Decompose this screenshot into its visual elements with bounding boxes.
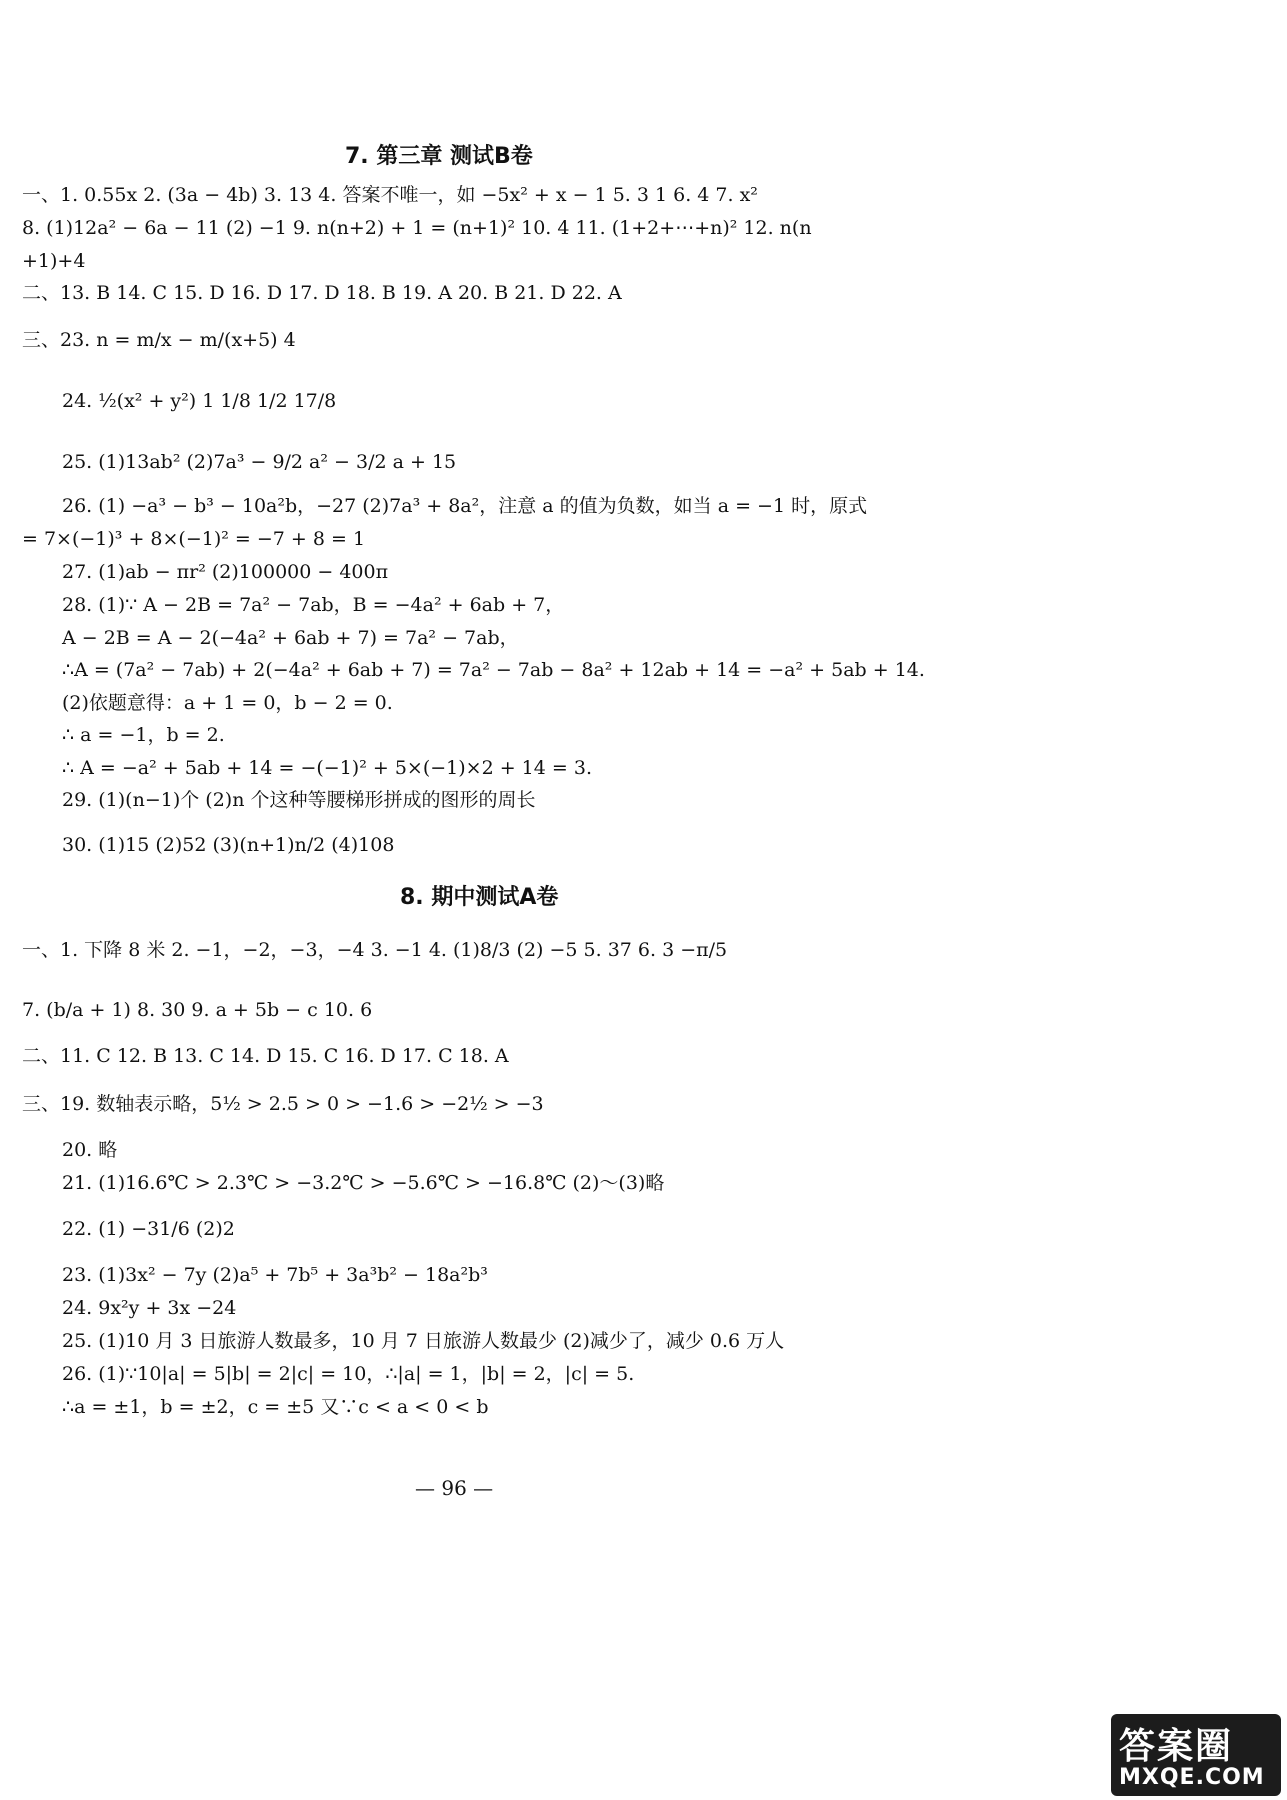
answer-line: 一、1. 0.55x 2. (3a − 4b) 3. 13 4. 答案不唯一，如 −5x² + x − 1 5. 3 1 6. 4 7. x² (22, 184, 758, 206)
answer-line: A − 2B = A − 2(−4a² + 6ab + 7) = 7a² − 7ab， (62, 627, 519, 649)
answer-line: 7. (b/a + 1) 8. 30 9. a + 5b − c 10. 6 (22, 999, 373, 1021)
answer-line: ∴ A = −a² + 5ab + 14 = −(−1)² + 5×(−1)×2 + 14 = 3. (62, 757, 592, 779)
answer-line: 21. (1)16.6℃ > 2.3℃ > −3.2℃ > −5.6℃ > −16.8℃ (2)～(3)略 (62, 1172, 665, 1194)
answer-line: 26. (1) −a³ − b³ − 10a²b，−27 (2)7a³ + 8a²，注意 a 的值为负数，如当 a = −1 时，原式 (62, 495, 868, 517)
answer-line: 24. 9x²y + 3x −24 (62, 1297, 237, 1319)
answer-line: 27. (1)ab − πr² (2)100000 − 400π (62, 561, 389, 583)
section8-title: 8. 期中测试A卷 (400, 885, 559, 910)
answer-line: (2)依题意得：a + 1 = 0，b − 2 = 0. (62, 692, 393, 714)
answer-line: 二、11. C 12. B 13. C 14. D 15. C 16. D 17. C 18. A (22, 1045, 509, 1067)
answer-line: 三、23. n = m/x − m/(x+5) 4 (22, 329, 296, 351)
answer-line: ∴ a = −1，b = 2. (62, 724, 225, 746)
answer-line: 一、1. 下降 8 米 2. −1，−2，−3，−4 3. −1 4. (1)8/3 (2) −5 5. 37 6. 3 −π/5 (22, 939, 728, 961)
section7-title: 7. 第三章 测试B卷 (345, 144, 533, 169)
answer-line: 25. (1)13ab² (2)7a³ − 9/2 a² − 3/2 a + 15 (62, 451, 457, 473)
answer-line: 29. (1)(n−1)个 (2)n 个这种等腰梯形拼成的图形的周长 (62, 789, 536, 811)
answer-line: +1)+4 (22, 250, 86, 272)
watermark-url: MXQE.COM (1119, 1765, 1265, 1790)
answer-line: ∴a = ±1，b = ±2，c = ±5 又∵c < a < 0 < b (62, 1396, 489, 1418)
page-number: — 96 — (415, 1476, 494, 1500)
answer-line: ∴A = (7a² − 7ab) + 2(−4a² + 6ab + 7) = 7a² − 7ab − 8a² + 12ab + 14 = −a² + 5ab + 14. (62, 659, 925, 681)
answer-line: 23. (1)3x² − 7y (2)a⁵ + 7b⁵ + 3a³b² − 18a²b³ (62, 1264, 488, 1286)
answer-line: 25. (1)10 月 3 日旅游人数最多，10 月 7 日旅游人数最少 (2)减少了，减少 0.6 万人 (62, 1330, 785, 1352)
answer-line: 二、13. B 14. C 15. D 16. D 17. D 18. B 19. A 20. B 21. D 22. A (22, 282, 622, 304)
answer-line: 20. 略 (62, 1139, 118, 1161)
answer-line: 24. ½(x² + y²) 1 1/8 1/2 17/8 (62, 390, 337, 412)
answer-line: 28. (1)∵ A − 2B = 7a² − 7ab，B = −4a² + 6ab + 7， (62, 594, 565, 616)
watermark-text: 答案圈 (1119, 1726, 1234, 1767)
answer-line: 30. (1)15 (2)52 (3)(n+1)n/2 (4)108 (62, 834, 395, 856)
answer-line: 26. (1)∵10|a| = 5|b| = 2|c| = 10，∴|a| = 1，|b| = 2，|c| = 5. (62, 1363, 635, 1385)
answer-line: = 7×(−1)³ + 8×(−1)² = −7 + 8 = 1 (22, 528, 366, 550)
watermark-logo (1111, 1714, 1281, 1796)
answer-line: 三、19. 数轴表示略，5½ > 2.5 > 0 > −1.6 > −2½ > −3 (22, 1093, 544, 1115)
answer-line: 8. (1)12a² − 6a − 11 (2) −1 9. n(n+2) + 1 = (n+1)² 10. 4 11. (1+2+⋯+n)² 12. n(n (22, 217, 812, 239)
answer-line: 22. (1) −31/6 (2)2 (62, 1218, 235, 1240)
